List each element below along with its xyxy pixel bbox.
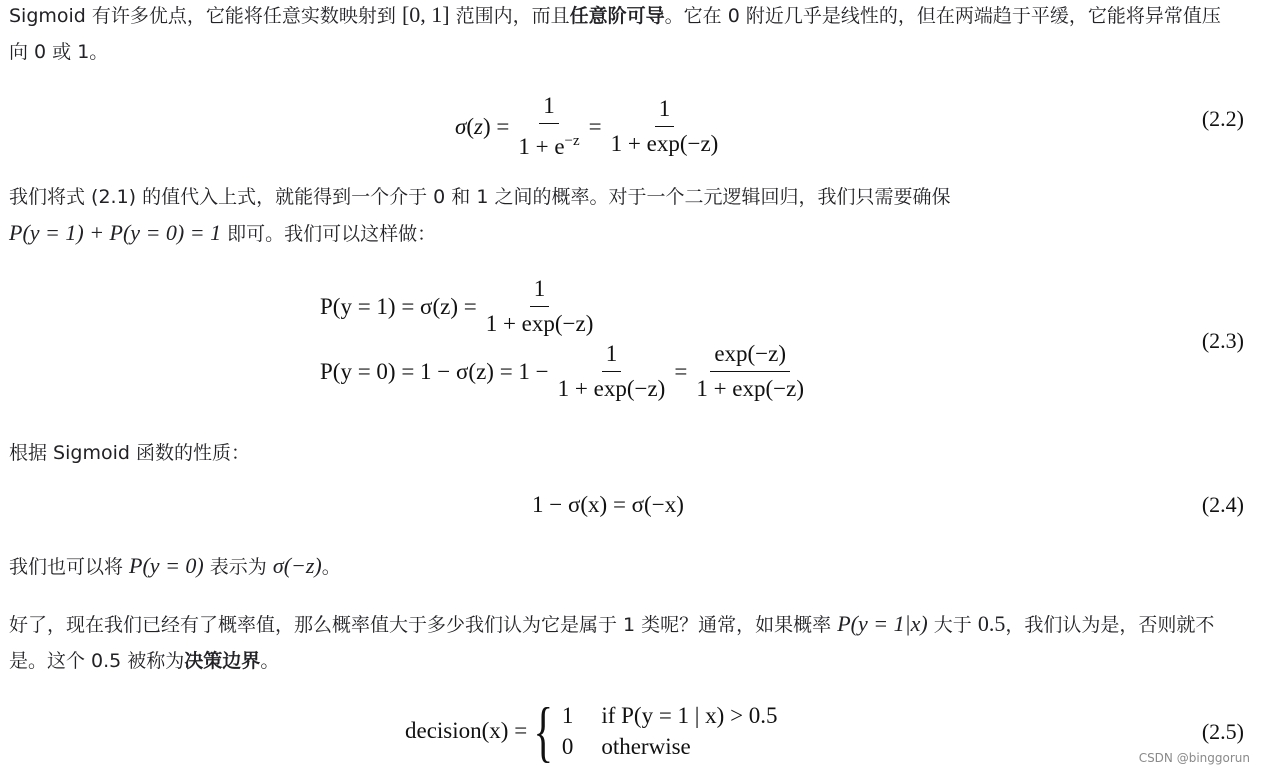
eq25-case2-cond: otherwise xyxy=(601,734,691,759)
eq23-row1 xyxy=(320,275,813,338)
eq22-frac2 xyxy=(607,95,723,158)
eq23-row2-den2: 1 + exp(−z) xyxy=(696,376,805,401)
eq23-row2-frac1 xyxy=(554,340,670,403)
paragraph-decision-boundary xyxy=(9,606,1234,679)
p5-bold: 决策边界 xyxy=(184,650,261,672)
p1-mid: 范围内，而且 xyxy=(449,5,570,27)
eq23-row1-den: 1 + exp(−z) xyxy=(485,311,594,336)
eq22-equals: = xyxy=(588,113,602,139)
p5-mid2: ，我们认为是，否则就不是。这个 0.5 被称为 xyxy=(9,614,1215,672)
eq23-row1-num: 1 xyxy=(530,275,550,307)
eq24-expr: 1 − σ(x) = σ(−x) xyxy=(532,492,684,517)
eq23-row1-lhs: P(y = 1) = σ(z) = xyxy=(320,293,477,319)
eq23-row2-den1: 1 + exp(−z) xyxy=(557,376,666,401)
p3-text: 根据 Sigmoid 函数的性质： xyxy=(9,442,250,464)
p2-line1: 我们将式 (2.1) 的值代入上式，就能得到一个介于 0 和 1 之间的概率。对于一个二元逻辑回归，我们只需要确保 xyxy=(9,186,951,208)
eq25-cases xyxy=(562,700,778,762)
p2-post: 即可。我们可以这样做： xyxy=(221,223,437,245)
p4-mid: 表示为 xyxy=(203,556,273,578)
eq25-case1-val: 1 xyxy=(561,703,574,728)
eq25-case2-val: 0 xyxy=(561,734,574,759)
eq25-lhs: decision(x) = xyxy=(405,718,528,743)
equation-tag-2-2: (2.2) xyxy=(1201,106,1244,131)
p4-math1: P(y = 0) xyxy=(129,553,204,578)
equation-2-2 xyxy=(455,92,727,161)
watermark: CSDN @binggorun xyxy=(1138,751,1250,765)
eq23-row2-num1: 1 xyxy=(602,340,622,372)
eq22-num2: 1 xyxy=(655,95,675,127)
p1-post: 。它在 0 附近几乎是线性的，但在两端趋于平缓，它能将异常值压向 0 或 1。 xyxy=(9,5,1221,63)
p1-bold: 任意阶可导 xyxy=(569,5,665,27)
eq23-row2 xyxy=(320,340,813,403)
eq23-row2-lhs: P(y = 0) = 1 − σ(z) = 1 − xyxy=(320,358,549,384)
eq25-case1-cond: if P(y = 1 | x) > 0.5 xyxy=(601,703,778,728)
eq22-lhs: σ(z) = xyxy=(455,113,510,139)
paragraph-probability-intro xyxy=(9,179,1234,252)
eq22-den2: 1 + exp(−z) xyxy=(610,131,719,156)
eq23-row2-num2: exp(−z) xyxy=(710,340,790,372)
p4-post: 。 xyxy=(321,556,341,578)
p5-math1: P(y = 1|x) xyxy=(837,611,928,636)
paragraph-sigmoid-advantages xyxy=(9,0,1234,70)
paragraph-sigmoid-property xyxy=(9,435,1234,471)
brace-icon: { xyxy=(533,693,554,769)
paragraph-alt-representation xyxy=(9,548,1234,585)
p1-interval: [0, 1] xyxy=(401,2,450,27)
p4-pre: 我们也可以将 xyxy=(9,556,130,578)
equation-2-5 xyxy=(405,693,778,769)
p4-math2: σ(−z) xyxy=(272,553,322,578)
equation-tag-2-4: (2.4) xyxy=(1201,492,1244,517)
p2-math: P(y = 1) + P(y = 0) = 1 xyxy=(9,220,222,245)
p5-post: 。 xyxy=(260,650,280,672)
eq23-row2-eq: = xyxy=(674,358,688,384)
p5-mid: 大于 xyxy=(927,614,978,636)
equation-tag-2-3: (2.3) xyxy=(1201,328,1244,353)
eq23-row2-frac2 xyxy=(692,340,808,403)
p1-pre: Sigmoid 有许多优点，它能将任意实数映射到 xyxy=(9,5,402,27)
equation-tag-2-5: (2.5) xyxy=(1201,719,1244,744)
equation-2-4 xyxy=(532,492,684,518)
eq22-num1: 1 xyxy=(539,92,559,124)
eq22-den1: $1 + e^{-z}$ xyxy=(518,133,580,159)
equation-2-3 xyxy=(320,275,813,403)
eq22-frac1 xyxy=(514,92,583,161)
eq23-row1-frac xyxy=(482,275,598,338)
p5-pre: 好了，现在我们已经有了概率值，那么概率值大于多少我们认为它是属于 1 类呢？通常，如果概率 xyxy=(9,614,838,636)
p5-math2: 0.5 xyxy=(977,611,1006,636)
